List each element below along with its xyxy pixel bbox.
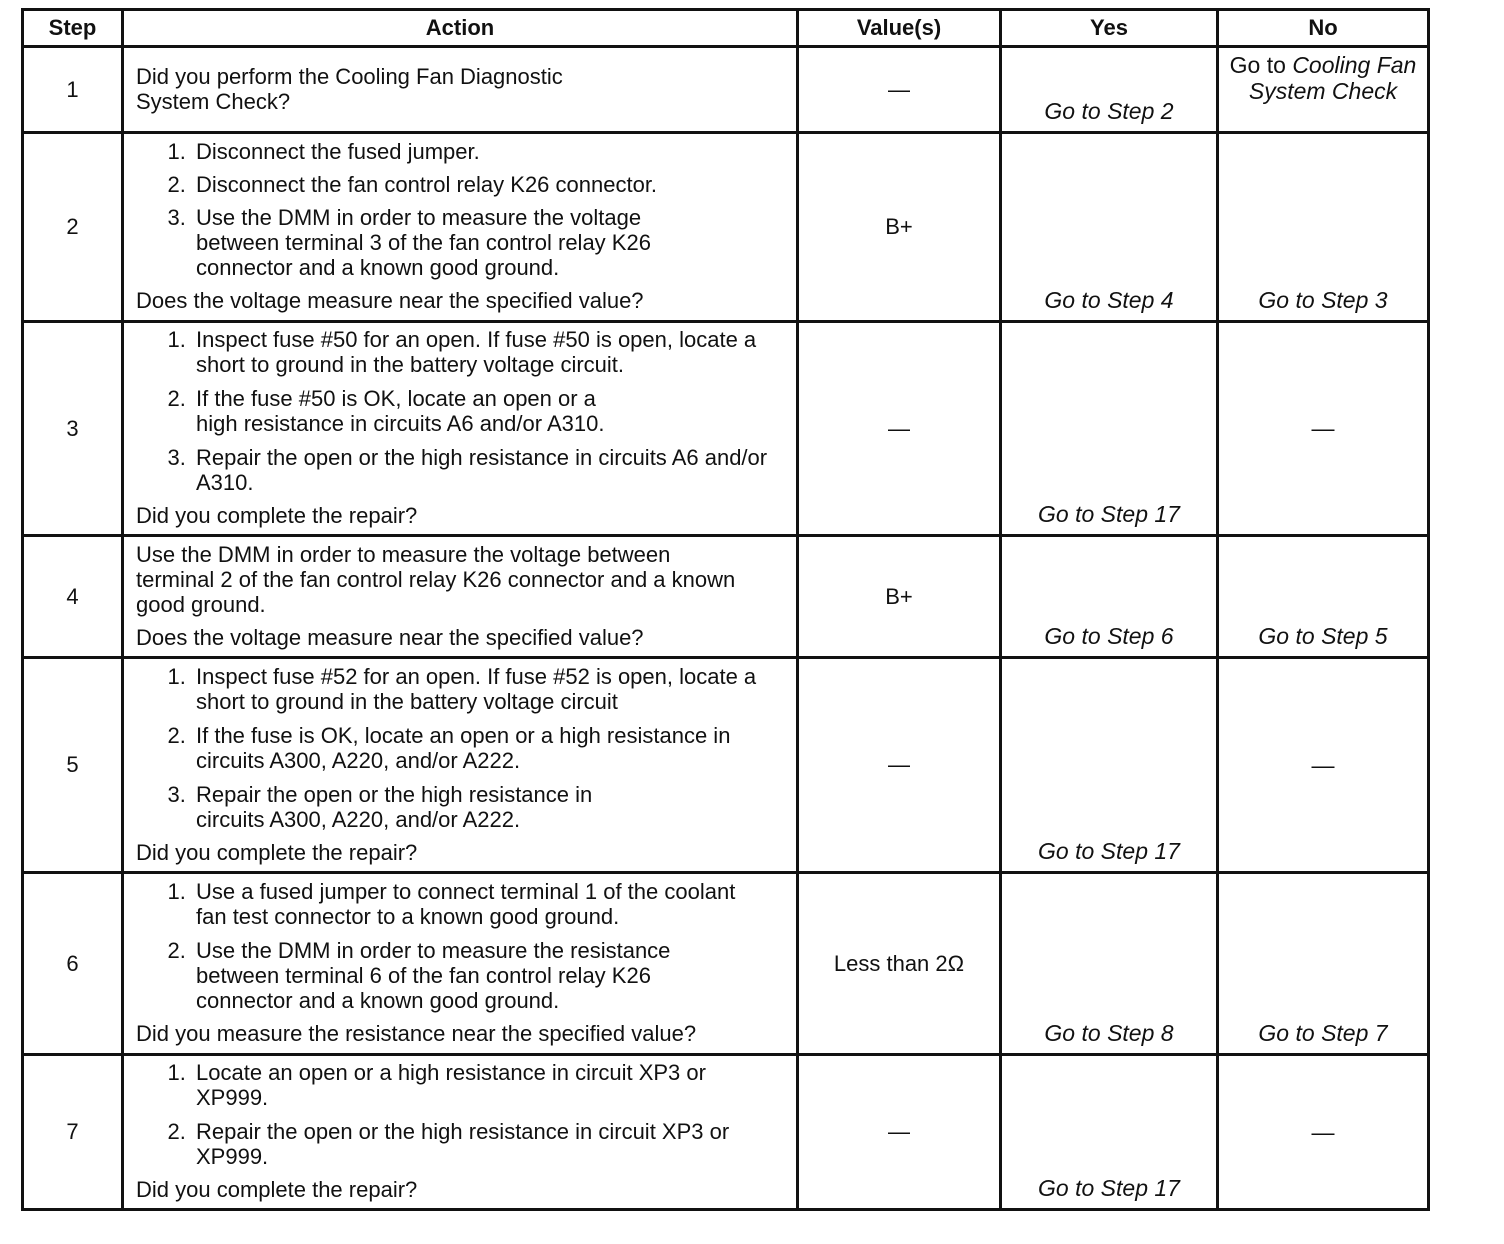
step-number: 4	[23, 536, 123, 658]
action-cell	[123, 536, 798, 658]
list-item: 2. If the fuse #50 is OK, locate an open or a high resistance in circuits A6 and/or A310.	[192, 386, 786, 436]
action-steps-list	[136, 664, 786, 832]
action-cell	[123, 1055, 798, 1210]
no-cell: Go to Step 7	[1218, 873, 1429, 1055]
list-item: 1. Inspect fuse #50 for an open. If fuse #50 is open, locate a short to ground in the battery voltage circuit.	[192, 327, 786, 377]
action-cell	[123, 47, 798, 133]
action-question: Did you complete the repair?	[136, 1177, 418, 1202]
step-number: 1	[23, 47, 123, 133]
diagnostic-table	[21, 8, 1430, 1211]
value-cell: B+	[798, 536, 1001, 658]
list-item: 3. Repair the open or the high resistance in circuits A6 and/or A310.	[192, 445, 786, 495]
header-value: Value(s)	[798, 10, 1001, 47]
yes-cell: Go to Step 6	[1001, 536, 1218, 658]
list-item: 1. Locate an open or a high resistance in circuit XP3 or XP999.	[192, 1060, 786, 1110]
no-cell: —	[1218, 1055, 1429, 1210]
action-question: Did you measure the resistance near the specified value?	[136, 1021, 697, 1046]
step-number: 6	[23, 873, 123, 1055]
list-item: 1. Use a fused jumper to connect terminal 1 of the coolant fan test connector to a known good ground.	[192, 879, 786, 929]
list-item: 2. Disconnect the fan control relay K26 connector.	[192, 172, 786, 197]
yes-cell: Go to Step 8	[1001, 873, 1218, 1055]
no-cell: Go to Step 5	[1218, 536, 1429, 658]
action-steps-list	[136, 1060, 786, 1169]
no-cell: —	[1218, 658, 1429, 873]
no-prefix: Go to	[1229, 52, 1293, 78]
value-cell: —	[798, 658, 1001, 873]
action-question: Did you complete the repair?	[136, 839, 418, 865]
value-cell: —	[798, 47, 1001, 133]
action-lead: Did you perform the Cooling Fan Diagnostic System Check?	[136, 63, 563, 114]
action-question: Does the voltage measure near the specified value?	[136, 624, 644, 650]
table-row	[23, 658, 1429, 873]
list-item: 2. Repair the open or the high resistance in circuit XP3 or XP999.	[192, 1119, 786, 1169]
step-number: 7	[23, 1055, 123, 1210]
yes-cell: Go to Step 17	[1001, 1055, 1218, 1210]
yes-cell: Go to Step 2	[1001, 47, 1218, 133]
step-number: 5	[23, 658, 123, 873]
step-number: 2	[23, 133, 123, 322]
yes-cell: Go to Step 17	[1001, 658, 1218, 873]
list-item: 2. Use the DMM in order to measure the resistance between terminal 6 of the fan control relay K26 connector and a known good ground.	[192, 938, 786, 1013]
value-cell: B+	[798, 133, 1001, 322]
no-cell: —	[1218, 322, 1429, 536]
action-question: Does the voltage measure near the specified value?	[136, 288, 644, 313]
no-link-text: Cooling Fan System Check	[1248, 52, 1417, 104]
action-steps-list	[136, 879, 786, 1013]
table-row	[23, 47, 1429, 133]
list-item: 3. Repair the open or the high resistance in circuits A300, A220, and/or A222.	[192, 782, 786, 832]
action-question: Did you complete the repair?	[136, 503, 418, 528]
value-cell: Less than 2Ω	[798, 873, 1001, 1055]
header-row	[23, 10, 1429, 47]
action-lead: Use the DMM in order to measure the voltage between terminal 2 of the fan control relay K26 connector and a known good ground.	[136, 541, 736, 617]
action-cell	[123, 133, 798, 322]
no-cell	[1218, 47, 1429, 133]
value-cell: —	[798, 322, 1001, 536]
value-cell: —	[798, 1055, 1001, 1210]
header-no: No	[1218, 10, 1429, 47]
list-item: 1. Inspect fuse #52 for an open. If fuse #52 is open, locate a short to ground in the battery voltage circuit	[192, 664, 786, 714]
header-action: Action	[123, 10, 798, 47]
table-row	[23, 133, 1429, 322]
action-cell	[123, 658, 798, 873]
list-item: 3. Use the DMM in order to measure the voltage between terminal 3 of the fan control relay K26 connector and a known good ground.	[192, 205, 786, 280]
yes-cell: Go to Step 17	[1001, 322, 1218, 536]
action-cell	[123, 322, 798, 536]
header-step: Step	[23, 10, 123, 47]
header-yes: Yes	[1001, 10, 1218, 47]
list-item: 1. Disconnect the fused jumper.	[192, 139, 786, 164]
table-row	[23, 322, 1429, 536]
yes-cell: Go to Step 4	[1001, 133, 1218, 322]
action-steps-list	[136, 327, 786, 495]
step-number: 3	[23, 322, 123, 536]
action-steps-list	[136, 139, 786, 280]
list-item: 2. If the fuse is OK, locate an open or a high resistance in circuits A300, A220, and/or A222.	[192, 723, 786, 773]
table-row	[23, 1055, 1429, 1210]
no-cell: Go to Step 3	[1218, 133, 1429, 322]
table-row	[23, 536, 1429, 658]
table-row	[23, 873, 1429, 1055]
action-cell	[123, 873, 798, 1055]
